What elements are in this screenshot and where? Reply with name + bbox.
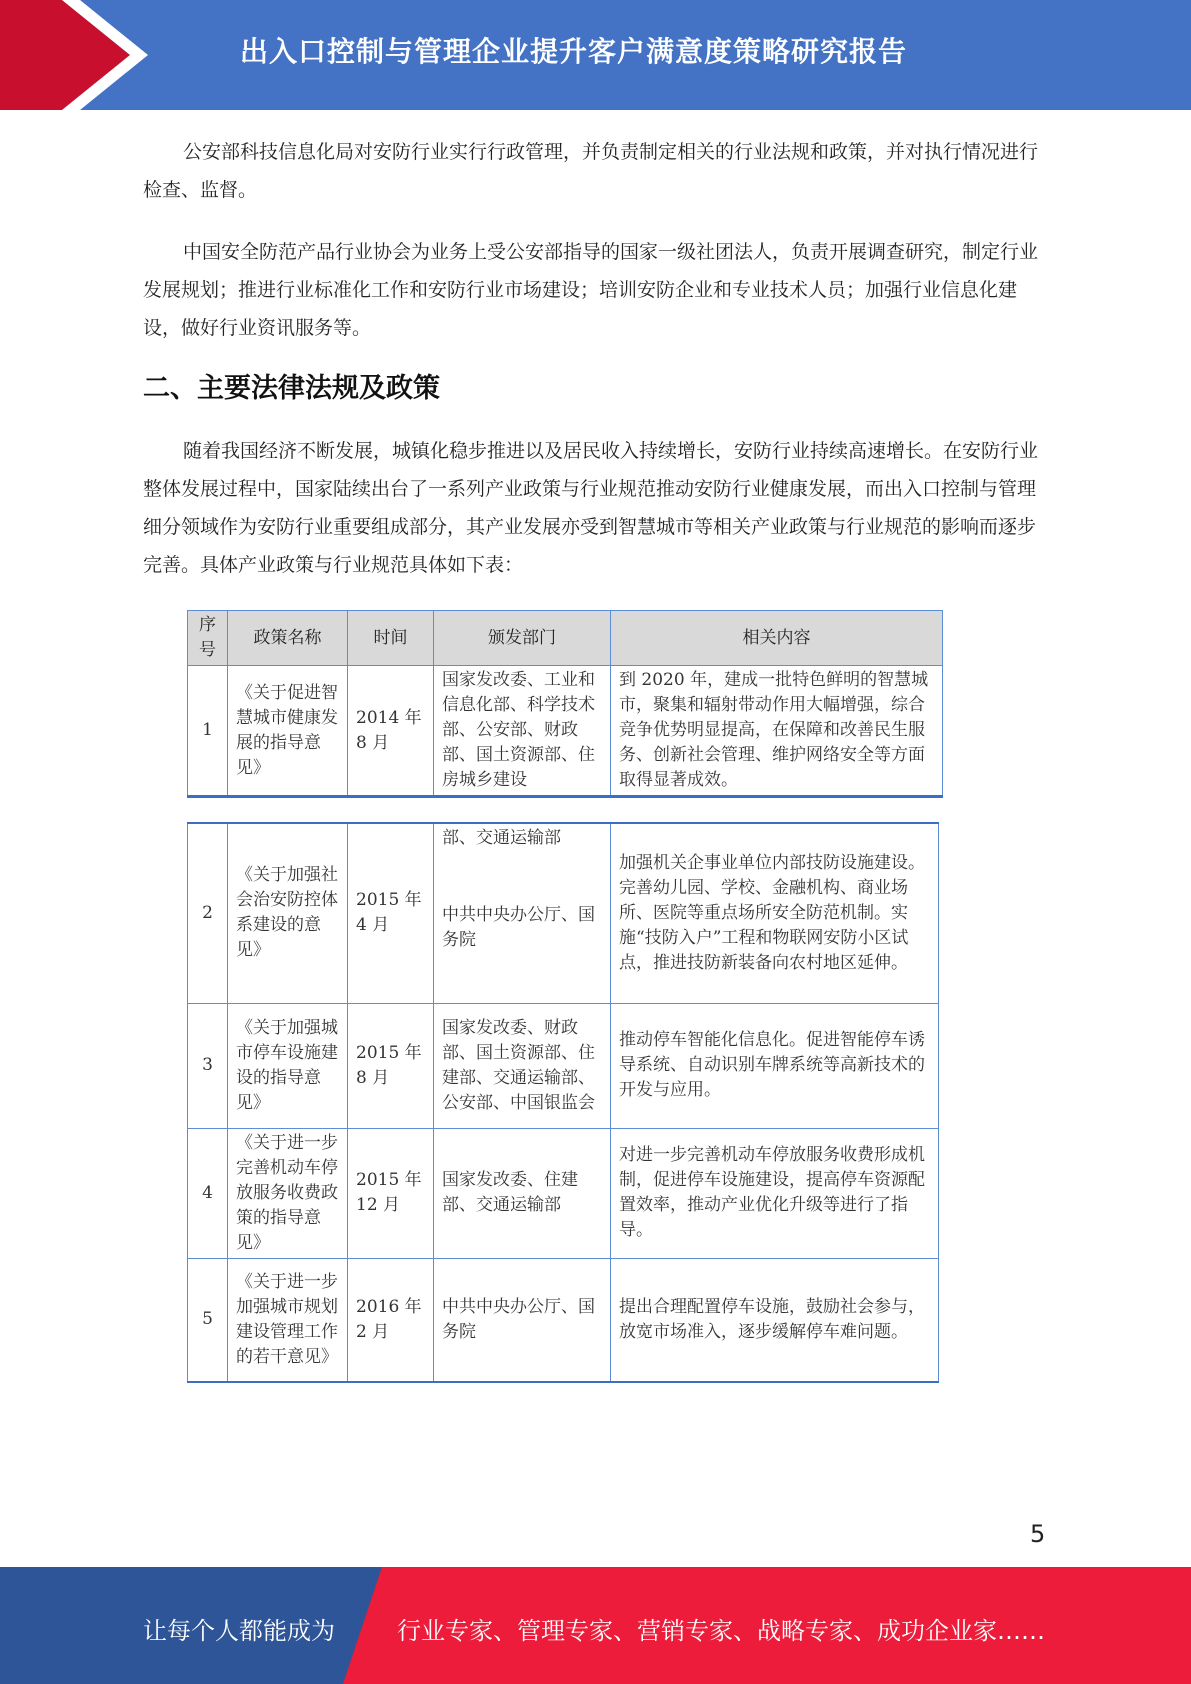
section-heading: 二、主要法律法规及政策: [143, 373, 440, 404]
report-title: 出入口控制与管理企业提升客户满意度策略研究报告: [240, 35, 908, 68]
table-row: [188, 823, 939, 1003]
row-dept: [434, 823, 611, 1003]
header-no: 序号: [188, 611, 228, 666]
row-name: 《关于加强城市停车设施建设的指导意见》: [228, 1003, 348, 1128]
header-content: 相关内容: [611, 611, 943, 666]
header-dept: 颁发部门: [434, 611, 611, 666]
row-time: 2015 年 4 月: [348, 823, 434, 1003]
table-row: [188, 1003, 939, 1128]
row-no: 3: [188, 1003, 228, 1128]
page-number: 5: [1030, 1520, 1046, 1548]
row-name: 《关于促进智慧城市健康发展的指导意见》: [228, 666, 348, 797]
policy-table-part-1: [187, 610, 943, 798]
row-content: 到 2020 年，建成一批特色鲜明的智慧城市，聚集和辐射带动作用大幅增强，综合竞争优势明显提高，在保障和改善民生服务、创新社会管理、维护网络安全等方面取得显著成效。: [611, 666, 943, 797]
row-time: 2016 年 2 月: [348, 1258, 434, 1382]
table-header-row: [188, 611, 943, 666]
row-dept: 国家发改委、财政部、国土资源部、住建部、交通运输部、公安部、中国银监会: [434, 1003, 611, 1128]
row-content: 推动停车智能化信息化。促进智能停车诱导系统、自动识别车牌系统等高新技术的开发与应用。: [611, 1003, 939, 1128]
table-row: [188, 1128, 939, 1258]
row-content: 提出合理配置停车设施，鼓励社会参与，放宽市场准入，逐步缓解停车难问题。: [611, 1258, 939, 1382]
row-time: 2015 年 8 月: [348, 1003, 434, 1128]
header-time: 时间: [348, 611, 434, 666]
row-no: 2: [188, 823, 228, 1003]
row-dept: 国家发改委、住建部、交通运输部: [434, 1128, 611, 1258]
row-dept-continued: 部、交通运输部: [442, 828, 561, 848]
page-footer: [0, 1567, 1191, 1684]
row-time: 2014 年 8 月: [348, 666, 434, 797]
header-name: 政策名称: [228, 611, 348, 666]
page-header: [0, 0, 1191, 110]
row-time: 2015 年 12 月: [348, 1128, 434, 1258]
row-content: 对进一步完善机动车停放服务收费形成机制，促进停车设施建设，提高停车资源配置效率，推动产业优化升级等进行了指导。: [611, 1128, 939, 1258]
row-name: 《关于进一步加强城市规划建设管理工作的若干意见》: [228, 1258, 348, 1382]
row-no: 1: [188, 666, 228, 797]
row-no: 5: [188, 1258, 228, 1382]
row-content: 加强机关企事业单位内部技防设施建设。完善幼儿园、学校、金融机构、商业场所、医院等重点场所安全防范机制。实施“技防入户”工程和物联网安防小区试点，推进技防新装备向农村地区延伸。: [611, 823, 939, 1003]
policy-table-part-2: [187, 822, 939, 1383]
row-dept: 国家发改委、工业和信息化部、科学技术部、公安部、财政部、国土资源部、住房城乡建设: [434, 666, 611, 797]
table-row: [188, 666, 943, 797]
table-row: [188, 1258, 939, 1382]
footer-slogan-right: 行业专家、管理专家、营销专家、战略专家、成功企业家……: [397, 1617, 1045, 1645]
row-no: 4: [188, 1128, 228, 1258]
row-name: 《关于进一步完善机动车停放服务收费政策的指导意见》: [228, 1128, 348, 1258]
row-name: 《关于加强社会治安防控体系建设的意见》: [228, 823, 348, 1003]
intro-paragraph: 随着我国经济不断发展，城镇化稳步推进以及居民收入持续增长，安防行业持续高速增长。在安防行业整体发展过程中，国家陆续出台了一系列产业政策与行业规范推动安防行业健康发展，而出入口控制与管理细分领域作为安防行业重要组成部分，其产业发展亦受到智慧城市等相关产业政策与行业规范的影响而逐步完善。具体产业政策与行业规范具体如下表：: [143, 440, 1039, 576]
row-dept-main: 中共中央办公厅、国务院: [442, 905, 595, 950]
paragraph-1: 公安部科技信息化局对安防行业实行行政管理，并负责制定相关的行业法规和政策，并对执行情况进行检查、监督。: [143, 141, 1039, 201]
row-dept: 中共中央办公厅、国务院: [434, 1258, 611, 1382]
footer-slogan-left: 让每个人都能成为: [143, 1617, 335, 1645]
paragraph-2: 中国安全防范产品行业协会为业务上受公安部指导的国家一级社团法人，负责开展调查研究，制定行业发展规划；推进行业标准化工作和安防行业市场建设；培训安防企业和专业技术人员；加强行业信息化建设，做好行业资讯服务等。: [143, 241, 1039, 339]
